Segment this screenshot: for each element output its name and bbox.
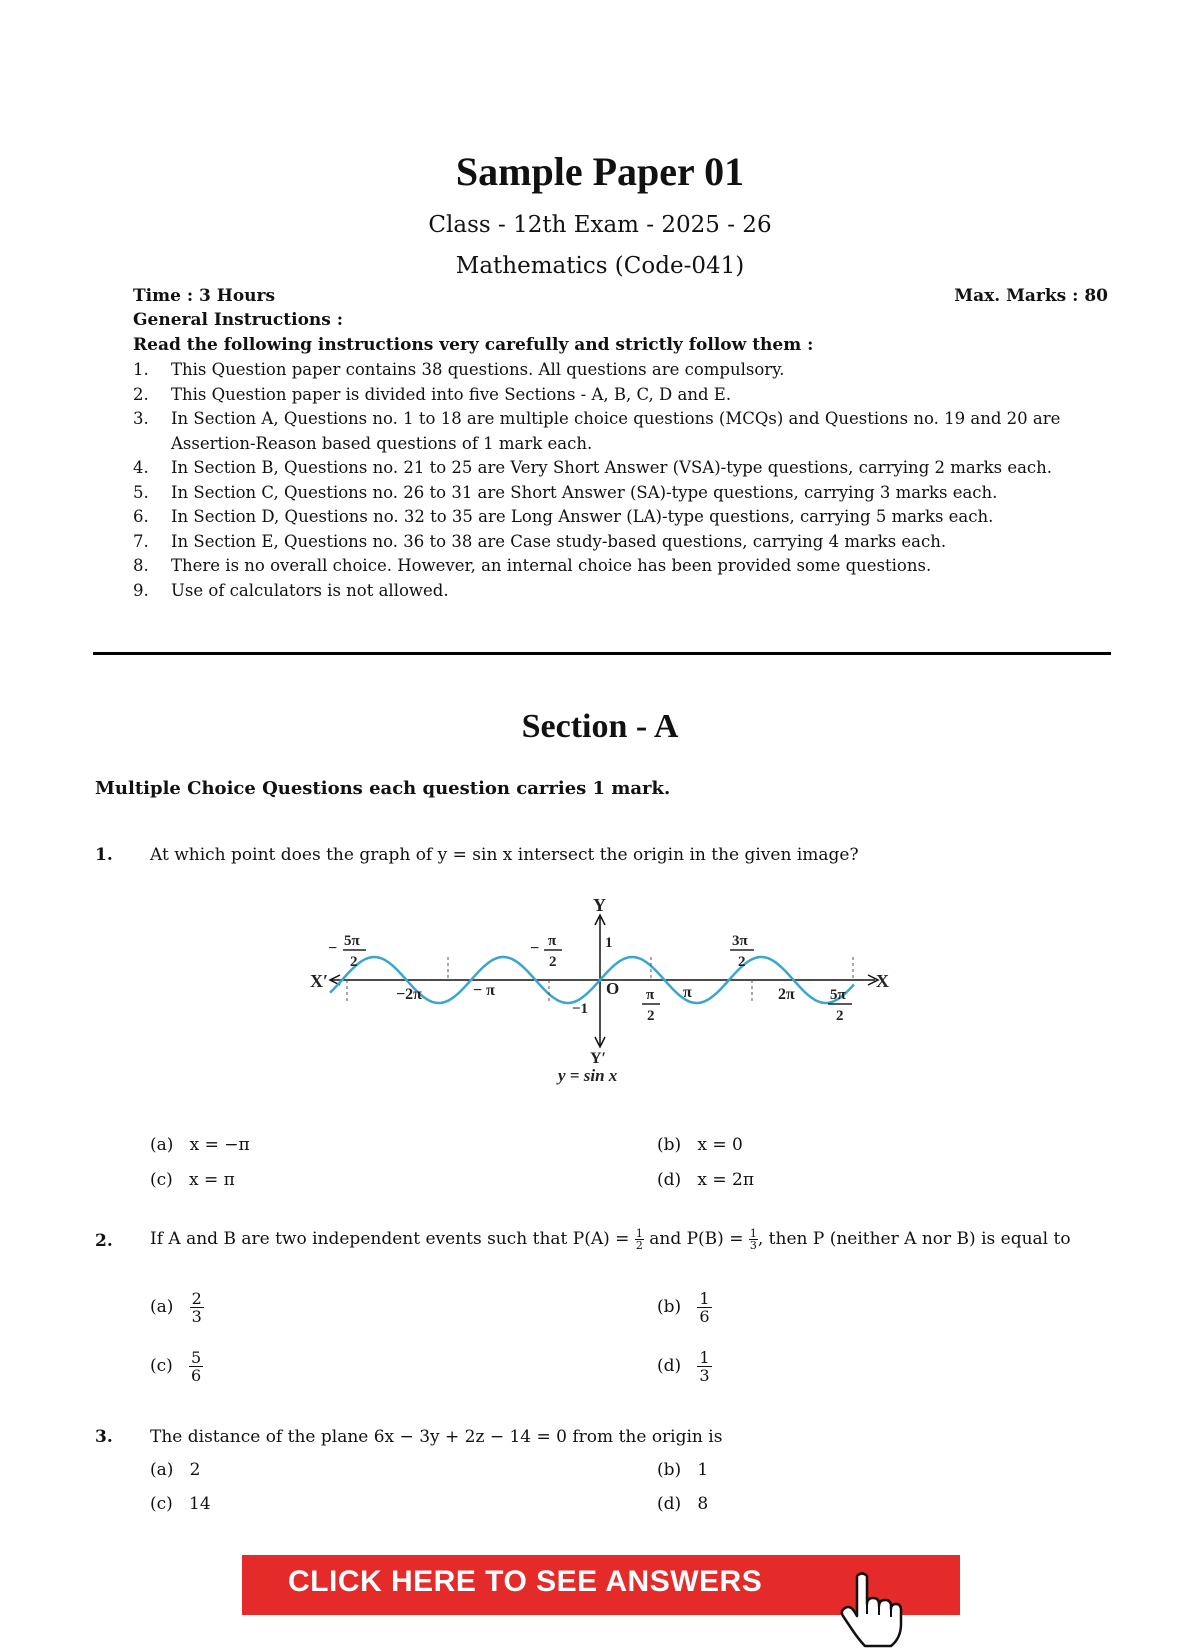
option-c[interactable]	[150, 1170, 235, 1190]
pi-label: π	[683, 984, 692, 1001]
question-text	[150, 1227, 1110, 1252]
option-c[interactable]	[150, 1494, 211, 1514]
instruction-number: 8.	[133, 556, 149, 575]
fraction-third	[749, 1228, 758, 1251]
instruction-item	[133, 358, 1113, 383]
neg-pi-label: − π	[473, 982, 495, 999]
instruction-text: There is no overall choice. However, an internal choice has been provided some questions.	[171, 556, 932, 575]
neg-two-pi-label: −2π	[396, 986, 422, 1003]
instruction-item	[133, 481, 1113, 506]
instructions-list	[133, 358, 1113, 603]
option-fraction	[697, 1349, 711, 1384]
option-label: (a)	[150, 1297, 174, 1317]
read-note: Read the following instructions very carefully and strictly follow them :	[133, 335, 814, 355]
instruction-item	[133, 554, 1113, 579]
instruction-text: In Section E, Questions no. 36 to 38 are Case study-based questions, carrying 4 marks each.	[171, 531, 947, 551]
instruction-text: In Section D, Questions no. 32 to 35 are Long Answer (LA)-type questions, carrying 5 marks each.	[171, 507, 994, 526]
see-answers-label[interactable]: CLICK HERE TO SEE ANSWERS	[288, 1565, 763, 1598]
option-text: 1	[697, 1460, 709, 1480]
section-subtitle: Multiple Choice Questions each question carries 1 mark.	[95, 778, 671, 799]
q2-text-a: If A and B are two independent events such that P(A) =	[150, 1229, 635, 1249]
pi2-denominator: 2	[647, 1008, 655, 1024]
neg-5pi2-minus: −	[328, 940, 338, 957]
frac-num: 2	[191, 1289, 202, 1308]
x-label: X	[876, 971, 889, 991]
neg-pi2-minus: −	[530, 940, 540, 957]
instruction-number: 1.	[133, 360, 149, 379]
frac-num: 1	[699, 1348, 710, 1367]
sine-graph	[310, 895, 890, 1090]
question-number: 2.	[95, 1231, 113, 1251]
instruction-item	[133, 456, 1113, 481]
y-neg-label: Y′	[590, 1050, 607, 1067]
question-number: 1.	[95, 845, 113, 865]
option-text: 8	[697, 1494, 709, 1514]
instruction-text: This Question paper contains 38 questions. All questions are compulsory.	[171, 360, 785, 379]
option-label: (d)	[657, 1356, 682, 1376]
subject-line: Mathematics (Code-041)	[455, 253, 745, 279]
option-label: (b)	[657, 1297, 682, 1317]
option-c[interactable]	[150, 1349, 203, 1384]
option-a[interactable]	[150, 1290, 204, 1325]
pi2-numerator: π	[646, 987, 655, 1003]
option-text: x = π	[189, 1170, 235, 1190]
option-text: x = −π	[189, 1135, 250, 1155]
option-label: (d)	[657, 1494, 682, 1514]
class-line: Class - 12th Exam - 2025 - 26	[428, 212, 772, 238]
neg-pi2-denominator: 2	[549, 954, 557, 970]
general-instructions-heading: General Instructions :	[133, 310, 344, 330]
pointing-hand-icon[interactable]	[835, 1570, 905, 1648]
option-label: (b)	[657, 1460, 682, 1480]
5pi2-numerator: 5π	[830, 987, 846, 1003]
max-marks-label: Max. Marks : 80	[954, 286, 1108, 306]
frac-den: 2	[635, 1239, 643, 1252]
option-text: 14	[189, 1494, 211, 1514]
3pi2-denominator: 2	[738, 954, 746, 970]
q2-text-b: and P(B) =	[643, 1229, 749, 1249]
fraction-half	[635, 1228, 644, 1251]
section-title: Section - A	[521, 708, 679, 745]
option-fraction	[189, 1349, 203, 1384]
instruction-text: In Section A, Questions no. 1 to 18 are multiple choice questions (MCQs) and Questions no. 19 and 20 are Assertion-Reason based questions of 1 mark each.	[171, 409, 1061, 453]
5pi2-denominator: 2	[836, 1008, 844, 1024]
neg-pi2-numerator: π	[548, 933, 557, 949]
option-label: (c)	[150, 1494, 173, 1514]
option-fraction	[697, 1290, 711, 1325]
option-a[interactable]	[150, 1460, 200, 1480]
question-text: At which point does the graph of y = sin x intersect the origin in the given image?	[150, 845, 859, 865]
option-label: (a)	[150, 1460, 174, 1480]
minus-one-label: −1	[572, 1001, 589, 1017]
frac-num: 1	[635, 1227, 643, 1240]
option-a[interactable]	[150, 1135, 250, 1155]
frac-den: 6	[699, 1307, 710, 1326]
frac-den: 3	[699, 1366, 710, 1385]
instruction-item	[133, 407, 1113, 456]
option-label: (c)	[150, 1356, 173, 1376]
instruction-number: 5.	[133, 482, 149, 502]
instruction-number: 7.	[133, 531, 149, 551]
paper-title: Sample Paper 01	[455, 149, 745, 194]
instruction-text: Use of calculators is not allowed.	[171, 580, 449, 600]
instruction-number: 2.	[133, 384, 149, 404]
y-label: Y	[593, 895, 606, 915]
option-label: (b)	[657, 1135, 682, 1155]
frac-den: 3	[191, 1307, 202, 1326]
frac-den: 6	[191, 1366, 202, 1385]
option-text: x = 0	[697, 1135, 743, 1155]
3pi2-numerator: 3π	[732, 933, 748, 949]
instruction-text: In Section B, Questions no. 21 to 25 are Very Short Answer (VSA)-type questions, carrying 2 marks each.	[171, 458, 1053, 477]
instruction-item	[133, 530, 1113, 555]
frac-num: 1	[749, 1227, 757, 1240]
option-text: 2	[189, 1460, 201, 1480]
option-d[interactable]	[657, 1494, 708, 1514]
graph-caption: y = sin x	[558, 1066, 618, 1085]
option-b[interactable]	[657, 1135, 743, 1155]
instruction-number: 6.	[133, 507, 149, 526]
option-d[interactable]	[657, 1170, 754, 1190]
option-label: (c)	[150, 1170, 173, 1190]
frac-den: 3	[749, 1239, 757, 1252]
option-label: (d)	[657, 1170, 682, 1190]
question-text: The distance of the plane 6x − 3y + 2z − 14 = 0 from the origin is	[150, 1427, 723, 1447]
instruction-text: In Section C, Questions no. 26 to 31 are Short Answer (SA)-type questions, carrying 3 marks each.	[171, 482, 998, 502]
neg-5pi2-numerator: 5π	[344, 933, 360, 949]
frac-num: 1	[699, 1289, 710, 1308]
option-text: x = 2π	[697, 1170, 755, 1190]
two-pi-label: 2π	[778, 986, 795, 1003]
instruction-item	[133, 383, 1113, 408]
instruction-number: 4.	[133, 458, 149, 477]
instruction-item	[133, 579, 1113, 604]
divider-rule	[93, 652, 1111, 655]
option-d[interactable]	[657, 1349, 712, 1384]
option-label: (a)	[150, 1135, 174, 1155]
frac-num: 5	[191, 1348, 202, 1367]
instruction-text: This Question paper is divided into five Sections - A, B, C, D and E.	[171, 384, 732, 404]
option-b[interactable]	[657, 1460, 708, 1480]
origin-label: O	[606, 979, 620, 998]
option-b[interactable]	[657, 1290, 712, 1325]
q2-text-c: , then P (neither A nor B) is equal to	[757, 1229, 1071, 1249]
neg-5pi2-denominator: 2	[350, 954, 358, 970]
hand-shape	[842, 1574, 901, 1647]
time-label: Time : 3 Hours	[133, 286, 276, 306]
instruction-item	[133, 505, 1113, 530]
x-neg-label: X′	[310, 971, 329, 991]
instruction-number: 3.	[133, 409, 149, 428]
instruction-number: 9.	[133, 580, 149, 600]
one-label: 1	[605, 935, 613, 951]
option-fraction	[190, 1290, 204, 1325]
question-number: 3.	[95, 1427, 113, 1447]
